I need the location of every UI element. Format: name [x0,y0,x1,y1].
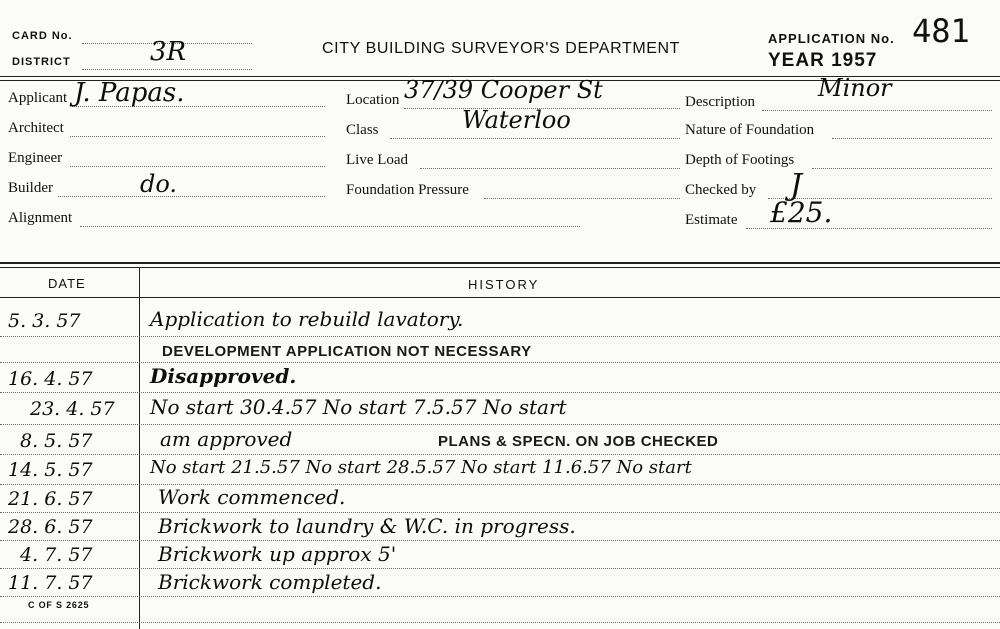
history-date: 28. 6. 57 [8,516,93,538]
application-number: 481 [912,12,970,50]
builder-label: Builder [8,180,53,196]
date-header: DATE [48,276,86,291]
history-date: 8. 5. 57 [20,430,93,452]
checked-by-label: Checked by [685,182,757,198]
alignment-line [80,226,580,227]
date-column-divider [139,268,140,629]
history-date: 16. 4. 57 [8,368,93,390]
history-entry: Brickwork to laundry & W.C. in progress. [158,514,576,538]
history-stamp: DEVELOPMENT APPLICATION NOT NECESSARY [162,343,532,360]
history-entry: Work commenced. [158,485,346,509]
district-line [82,69,252,70]
row-line [0,424,1000,425]
architect-label: Architect [8,120,64,136]
estimate-value: £25. [770,196,833,229]
description-label: Description [685,94,755,110]
engineer-label: Engineer [8,150,63,166]
builder-line [58,196,325,197]
form-code: C OF S 2625 [28,600,90,610]
foundation-pressure-label: Foundation Pressure [346,182,469,198]
foundation-pressure-line [484,198,680,199]
history-stamp: PLANS & SPECN. ON JOB CHECKED [438,433,719,450]
history-rule-top [0,262,1000,264]
row-line [0,392,1000,393]
history-date: 23. 4. 57 [30,398,115,420]
description-line [762,110,992,111]
history-date: 5. 3. 57 [8,310,81,332]
checked-by-value: J [790,168,803,203]
location-value: 37/39 Cooper St [404,76,603,104]
class-label: Class [346,122,379,138]
history-entry: Brickwork completed. [158,570,382,594]
depth-of-footings-label: Depth of Footings [685,152,795,168]
history-date: 4. 7. 57 [20,544,93,566]
location-label: Location [346,92,400,108]
history-date: 14. 5. 57 [8,459,93,481]
row-line [0,336,1000,337]
history-rule-top-2 [0,267,1000,268]
estimate-label: Estimate [685,212,738,228]
row-line [0,362,1000,363]
department-title: CITY BUILDING SURVEYOR'S DEPARTMENT [322,40,681,57]
history-entry: Brickwork up approx 5' [158,542,397,566]
engineer-line [70,166,325,167]
row-line [0,512,1000,513]
history-entry: No start 30.4.57 No start 7.5.57 No start [150,395,567,419]
history-date: 21. 6. 57 [8,488,93,510]
row-line [0,540,1000,541]
year-label: YEAR 1957 [768,50,878,71]
nature-of-foundation-label: Nature of Foundation [685,122,815,138]
history-entry: am approved [160,427,293,451]
applicant-value: J. Papas. [74,78,185,108]
history-entry: Disapproved. [150,364,297,388]
history-entry: No start 21.5.57 No start 28.5.57 No start 11.6.57 No start [150,457,692,478]
history-date: 11. 7. 57 [8,572,93,594]
row-line [0,454,1000,455]
card-no-label: CARD No. [12,30,73,42]
live-load-line [420,168,680,169]
live-load-label: Live Load [346,152,409,168]
description-value: Minor [818,74,892,102]
row-line [0,622,1000,623]
nature-of-foundation-line [832,138,992,139]
depth-of-footings-line [812,168,992,169]
district-value: 3R [150,37,187,67]
application-label: APPLICATION No. [768,31,895,46]
history-header-rule [0,297,1000,298]
architect-line [70,136,325,137]
row-line [0,568,1000,569]
history-entry: Application to rebuild lavatory. [150,307,464,331]
class-value: Waterloo [462,106,571,134]
applicant-label: Applicant [8,90,68,106]
builder-value: do. [140,170,178,198]
row-line [0,484,1000,485]
class-line [390,138,680,139]
alignment-label: Alignment [8,210,73,226]
history-header: HISTORY [468,277,540,292]
row-line [0,596,1000,597]
district-label: DISTRICT [12,56,71,68]
